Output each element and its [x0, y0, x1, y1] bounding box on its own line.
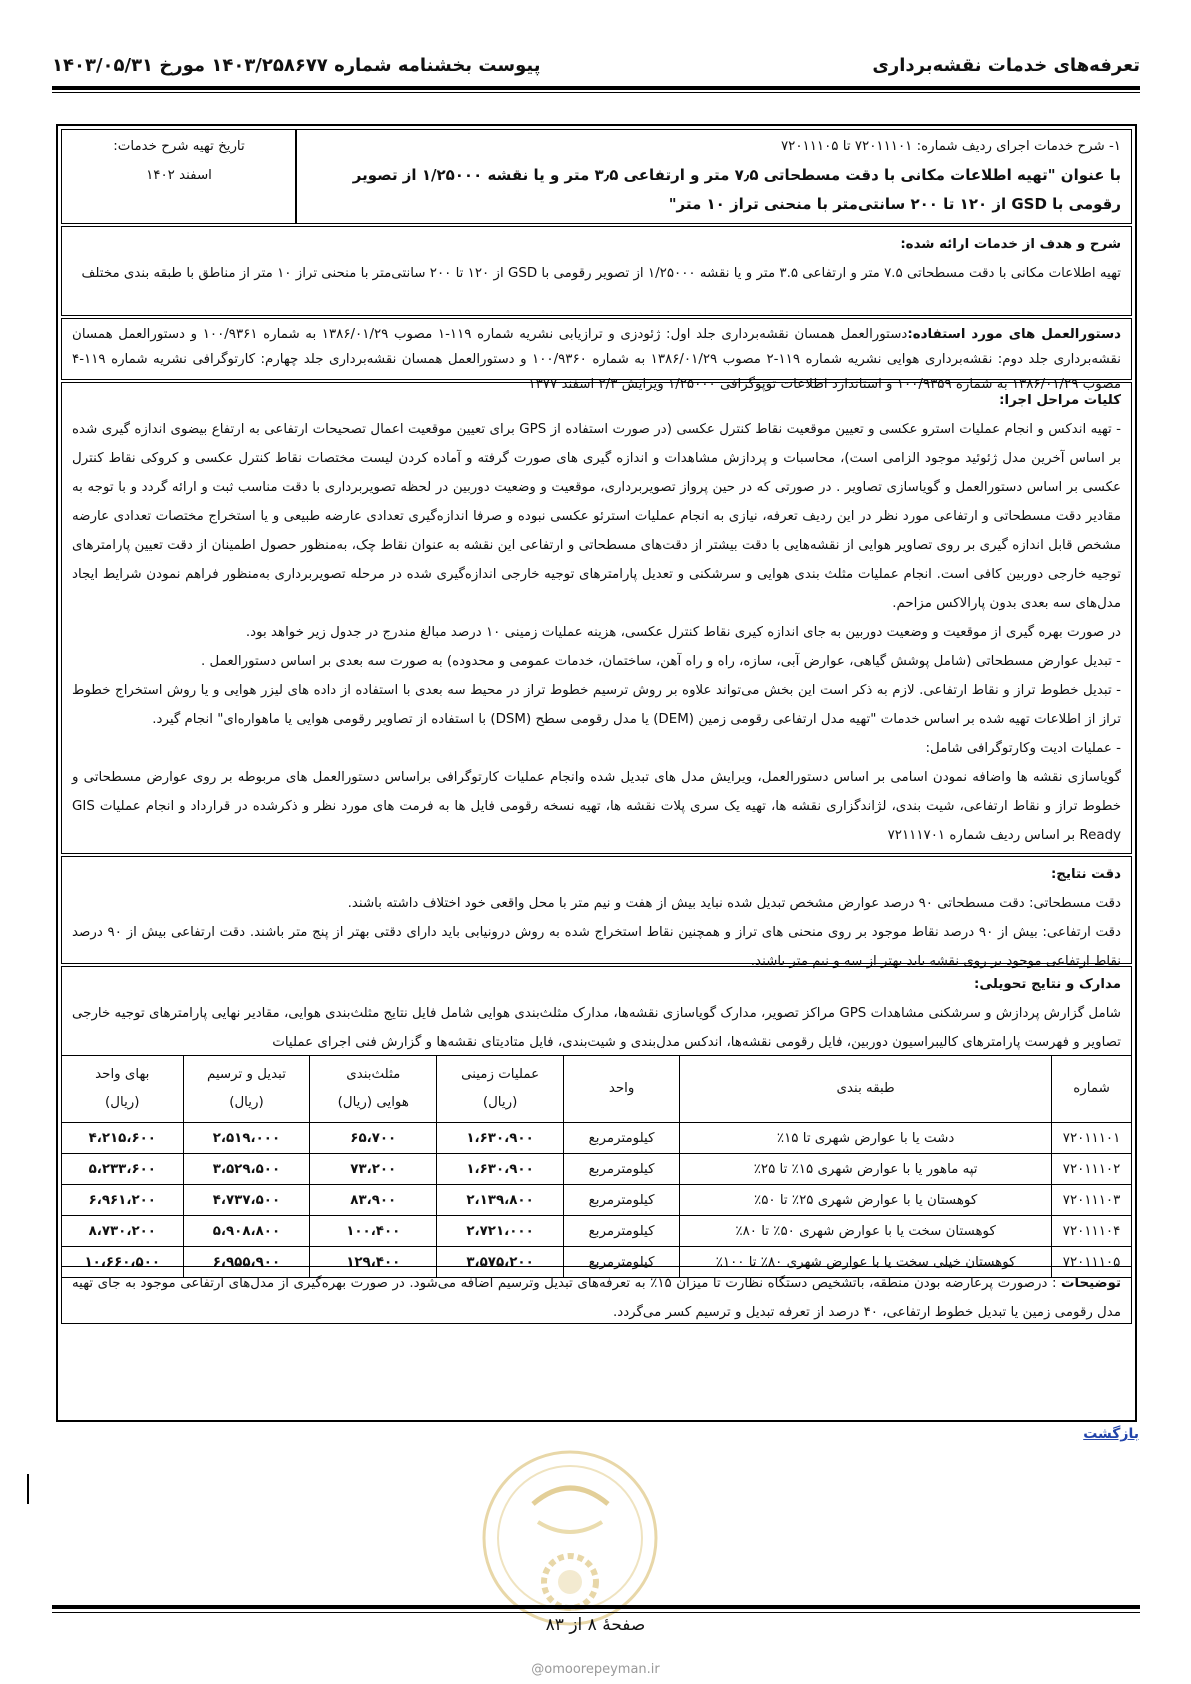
steps-paragraph-4: - تبدیل خطوط تراز و نقاط ارتفاعی. لازم به ذکر است این بخش می‌تواند علاوه بر روش ترسیم خطوط تراز در محیط سه بعدی با استفاده از داده های لیزر هوایی و یا روش استخراج خطوط تراز از اطلاعات تهیه شده بر اساس خدمات "تهیه مدل ارتفاعی رقومی زمین (DEM) یا مدل رقومی سطح (DSM) با استفاده از تصاویر رقومی هوایی یا ماهواره‌ای" انجام گیرد. — [72, 683, 1121, 727]
page-header — [52, 55, 1140, 85]
page-number: صفحهٔ ۸ از ۸۳ — [545, 1615, 646, 1635]
header-circular-ref: پیوست بخشنامه شماره ۱۴۰۳/۲۵۸۶۷۷ مورخ ۱۴۰۳/۰۵/۳۱ — [52, 55, 541, 76]
text-cursor — [27, 1474, 29, 1504]
col-header-unit: واحد — [563, 1056, 679, 1123]
service-title-box — [295, 129, 1132, 224]
standards-heading: دستورالعمل های مورد استفاده: — [907, 327, 1122, 342]
steps-paragraph-5: - عملیات ادیت وکارتوگرافی شامل: — [925, 741, 1121, 756]
notes-text: : درصورت پرعارضه بودن منطقه، باتشخیص دستگاه نظارت تا میزان ۱۵٪ به تعرفه‌های تبدیل وترسیم اضافه می‌شود. در صورت بهره‌گیری از مدل‌های ارتفاعی موجود به جای تهیه مدل رقومی زمین یا تبدیل خطوط ارتفاعی، ۴۰ درصد از تعرفه تبدیل و ترسیم کسر می‌گردد. — [72, 1276, 1121, 1320]
accuracy-heading: دقت نتایج: — [1050, 867, 1121, 882]
col-header-convert: تبدیل و ترسیم (ریال) — [183, 1056, 310, 1123]
steps-paragraph-6: گویاسازی نقشه ها واضافه نمودن اسامی بر اساس دستورالعمل، ویرایش مدل های تبدیل شده وانجام عملیات کارتوگرافی براساس دستورالعمل های مربوطه بر روی عوارض مسطحاتی و خطوط تراز و نقاط ارتفاعی، شیت بندی، لژاندگزاری نقشه ها، تهیه یک سری پلات نقشه ها، تهیه نسخه رقومی فایل ها به فرمت های مورد نظر و ذکرشده در قرارداد و انجام عملیات GIS Ready بر اساس ردیف شماره ۷۲۱۱۱۷۰۱ — [72, 770, 1121, 843]
table-row: ۷۲۰۱۱۱۰۳ کوهستان یا با عوارض شهری ۲۵٪ تا ۵۰٪ کیلومترمربع ۲،۱۳۹،۸۰۰ ۸۳،۹۰۰ ۴،۷۳۷،۵۰۰ ۶،۹۶۱،۲۰۰ — [62, 1185, 1132, 1216]
col-header-number: شماره — [1052, 1056, 1132, 1123]
goal-section — [61, 226, 1132, 316]
header-rule-thin — [52, 92, 1140, 93]
col-header-ground: عملیات زمینی (ریال) — [437, 1056, 564, 1123]
deliverables-text: شامل گزارش پردازش و سرشکنی مشاهدات GPS مراکز تصویر، مدارک گویاسازی نقشه‌ها، مدارک مثلث‌بندی هوایی شامل فایل نتایج مثلث‌بندی هوایی، مقادیر نهایی پارامترهای توجیه خارجی تصاویر و فهرست پارامترهای کالیبراسیون دوربین، فایل رقومی نقشه‌ها، اندکس مدل‌بندی و شیت‌بندی، فایل متادیتای نقشه‌ها و گزارش فنی اجرای عملیات — [72, 1006, 1121, 1050]
accuracy-section — [61, 856, 1132, 969]
col-header-unit-price: بهای واحد (ریال) — [62, 1056, 184, 1123]
service-date-box — [61, 129, 297, 224]
col-header-classification: طبقه بندی — [680, 1056, 1052, 1123]
steps-heading: کلیات مراحل اجرا: — [999, 393, 1121, 408]
watermark-site: @omoorepeyman.ir — [531, 1662, 660, 1677]
steps-section — [61, 382, 1132, 854]
footer-rule-thick — [52, 1605, 1140, 1609]
table-header-row — [62, 1056, 1132, 1123]
service-title: با عنوان "تهیه اطلاعات مکانی با دقت مسطحاتی ۷٫۵ متر و ارتفاعی ۳٫۵ متر و یا نقشه ۱/۲۵۰۰۰ از تصویر رقومی با GSD از ۱۲۰ تا ۲۰۰ سانتی‌متر با منحنی تراز ۱۰ متر" — [352, 166, 1121, 213]
table-row: ۷۲۰۱۱۱۰۵ کوهستان خیلی سخت یا با عوارض شهری ۸۰٪ تا ۱۰۰٪ کیلومترمربع ۳،۵۷۵،۲۰۰ ۱۲۹،۴۰۰ ۶،۹۵۵،۹۰۰ ۱۰،۶۶۰،۵۰۰ — [62, 1247, 1132, 1278]
steps-paragraph-2: در صورت بهره گیری از موقعیت و وضعیت دوربین به جای اندازه کیری نقاط کنترل عکسی، هزینه عملیات زمینی ۱۰ درصد مبالغ مندرج در جدول زیر خواهد بود. — [245, 625, 1121, 640]
deliverables-section — [61, 966, 1132, 1056]
date-label: تاریخ تهیه شرح خدمات: — [113, 139, 245, 154]
accuracy-planimetric: دقت مسطحاتی: دقت مسطحاتی ۹۰ درصد عوارض مشخص تبدیل شده نباید بیش از هفت و نیم متر با محل واقعی خود اختلاف داشته باشند. — [347, 896, 1121, 911]
back-link[interactable]: بازگشت — [1083, 1426, 1139, 1442]
date-value: اسفند ۱۴۰۲ — [146, 168, 212, 183]
service-description-frame — [56, 124, 1137, 1422]
deliverables-heading: مدارک و نتایج تحویلی: — [973, 977, 1121, 992]
accuracy-altimetric: دقت ارتفاعی: بیش از ۹۰ درصد نقاط موجود بر روی منحنی های تراز و همچنین نقاط استخراج شده به روش درونیابی باید دارای دقتی بهتر از پنج متر باشند. دقت ارتفاعی بیش از ۹۰ درصد نقاط ارتفاعی موجود بر روی نقشه باید بهتر از سه و نیم متر باشند. — [72, 925, 1122, 969]
header-title: تعرفه‌های خدمات نقشه‌برداری — [872, 55, 1140, 76]
steps-paragraph-3: - تبدیل عوارض مسطحاتی (شامل پوشش گیاهی، عوارض آبی، سازه، راه و راه آهن، ساختمان، خدمات عمومی و محدوده) به صورت سه بعدی بر اساس دستورالعمل . — [200, 654, 1121, 669]
goal-text: تهیه اطلاعات مکانی با دقت مسطحاتی ۷.۵ متر و ارتفاعی ۳.۵ متر و یا نقشه ۱/۲۵۰۰۰ از تصویر رقومی با GSD از ۱۲۰ تا ۲۰۰ سانتی‌متر با منحنی تراز ۱۰ متر از مناطق با طبقه بندی مختلف — [81, 266, 1121, 281]
service-item-line: ۱- شرح خدمات اجرای ردیف شماره: ۷۲۰۱۱۱۰۱ تا ۷۲۰۱۱۱۰۵ — [780, 139, 1121, 154]
notes-label: توضیحات — [1061, 1276, 1121, 1291]
footer-rule-thin — [52, 1612, 1140, 1613]
rates-table — [61, 1055, 1132, 1278]
standards-text: دستورالعمل همسان نقشه‌برداری جلد اول: ژئودزی و ترازیابی نشریه شماره ۱۱۹-۱ مصوب ۱۳۸۶/۰۱/۲۹ به شماره ۱۰۰/۹۳۶۱ و دستورالعمل همسان نقشه‌برداری جلد دوم: نقشه‌برداری هوایی نشریه شماره ۱۱۹-۲ مصوب ۱۳۸۶/۰۱/۲۹ به شماره ۱۰۰/۹۳۶۰ و دستورالعمل همسان نقشه‌برداری جلد چهارم: کارتوگرافی نشریه شماره ۱۱۹-۴ مصوب ۱۳۸۶/۰۱/۲۹ به شماره ۱۰۰/۹۳۵۹ و استاندارد اطلاعات توپوگرافی ۱/۲۵۰۰۰ ویرایش ۲/۳ اسفند ۱۳۷۷ — [72, 327, 1121, 392]
goal-heading: شرح و هدف از خدمات ارائه شده: — [900, 237, 1121, 252]
table-row: ۷۲۰۱۱۱۰۲ تپه ماهور یا با عوارض شهری ۱۵٪ تا ۲۵٪ کیلومترمربع ۱،۶۳۰،۹۰۰ ۷۳،۲۰۰ ۳،۵۲۹،۵۰۰ ۵،۲۳۳،۶۰۰ — [62, 1154, 1132, 1185]
table-row: ۷۲۰۱۱۱۰۱ دشت یا با عوارض شهری تا ۱۵٪ کیلومترمربع ۱،۶۳۰،۹۰۰ ۶۵،۷۰۰ ۲،۵۱۹،۰۰۰ ۴،۲۱۵،۶۰۰ — [62, 1123, 1132, 1154]
table-row: ۷۲۰۱۱۱۰۴ کوهستان سخت یا با عوارض شهری ۵۰٪ تا ۸۰٪ کیلومترمربع ۲،۷۲۱،۰۰۰ ۱۰۰،۴۰۰ ۵،۹۰۸،۸۰۰ ۸،۷۳۰،۲۰۰ — [62, 1216, 1132, 1247]
standards-section — [61, 318, 1132, 392]
header-rule-thick — [52, 86, 1140, 90]
col-header-aerial: مثلث‌بندی هوایی (ریال) — [310, 1056, 437, 1123]
steps-paragraph-1: - تهیه اندکس و انجام عملیات استرو عکسی و تعیین موقعیت نقاط کنترل عکسی (در صورت استفاده از GPS برای تعیین موقعیت اعمال تصحیحات ارتفاعی به ارتفاع بیضوی اندازه گیری شده بر اساس آخرین مدل ژئوئید موجود الزامی است)، محاسبات و پردازش مشاهدات و اندازه گیری های صورت گرفته و آماده کردن لیست مختصات نقاط کنترل عکسی و کروکی نقاط کنترل عکسی بر اساس دستورالعمل و گویاسازی تصاویر . در صورتی که در حین پرواز تصویربرداری، موقعیت و وضعیت دوربین در لحظه تصویربرداری با دقت مناسب ثبت و ارائه گردد و با توجه به مقادیر دقت مسطحاتی و ارتفاعی مورد نظر در این ردیف تعرفه، نیازی به انجام عملیات استرئو عکسی نبوده و صرفا اندازه‌گیری تعدادی عارضه طبیعی و یا استخراج مختصات تعدادی عارضه مشخص قابل اندازه گیری بر روی تصاویر هوایی از نقشه‌هایی با دقت بیشتر از دقت‌های مسطحاتی و ارتفاعی این نقشه به عنوان نقاط چک، به‌منظور حصول اطمینان از دقت تعیین پارامترهای توجیه خارجی دوربین کافی است. انجام عملیات مثلث بندی هوایی و سرشکنی و تعدیل پارامترهای توجیه خارجی اندازه‌گیری شده در مرحله تصویربرداری به‌منظور فراهم نمودن شرایط ایجاد مدل‌های سه بعدی بدون پارالاکس مزاحم. — [72, 422, 1122, 611]
notes-section — [61, 1266, 1132, 1324]
